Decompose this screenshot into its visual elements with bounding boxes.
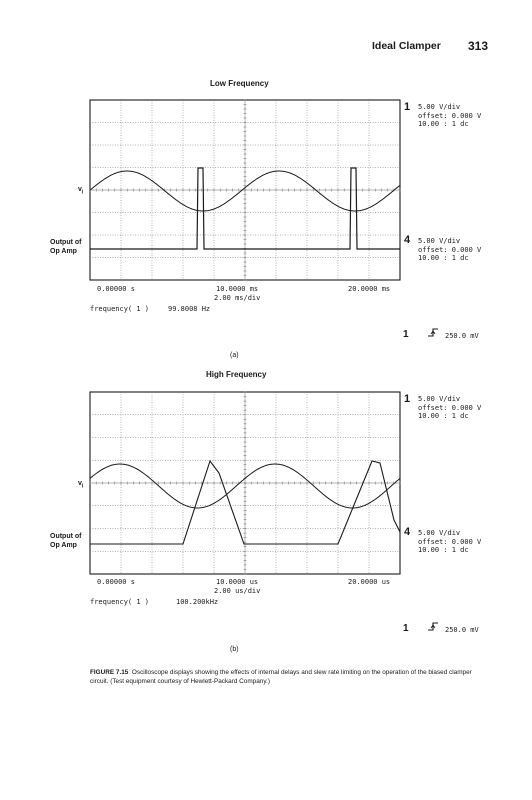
panel-a-ch1-info: 5.00 V/div offset: 0.000 V 10.00 : 1 dc [418, 103, 482, 128]
panel-a-ch4-info: 5.00 V/div offset: 0.000 V 10.00 : 1 dc [418, 237, 482, 262]
panel-a-x-right: 20.0000 ms [348, 285, 391, 293]
figure-caption: FIGURE 7.15 Oscilloscope displays showing the effects of internal delays and slew rate limiting on the operation of the biased clamper circuit. (Test equipment courtesy of Hewlett-Packard Company.) [90, 669, 472, 685]
panel-b-ch1-info: 5.00 V/div offset: 0.000 V 10.00 : 1 dc [418, 395, 482, 420]
panel-b-output-label: Output of Op Amp [50, 533, 82, 549]
panel-b-trigger-channel: 1 [403, 623, 409, 634]
panel-b-ch4-info: 5.00 V/div offset: 0.000 V 10.00 : 1 dc [418, 529, 482, 554]
panel-a-title: Low Frequency [210, 79, 269, 88]
panel-a-ch4-number: 4 [404, 234, 411, 246]
panel-b-frequency-value: 100.200kHz [176, 598, 219, 606]
panel-b-timebase: 2.00 us/div [214, 587, 261, 595]
running-header-title: Ideal Clamper [372, 40, 441, 52]
panel-a-vi-label: $v_I$ [78, 186, 84, 196]
panel-b-sublabel: (b) [230, 646, 239, 653]
panel-a-frequency-value: 99.8008 Hz [168, 305, 211, 313]
panel-a-trigger-channel: 1 [403, 329, 409, 340]
panel-a-ch1-number: 1 [404, 101, 411, 113]
panel-b-vi-label: $v_I$ [78, 480, 84, 490]
panel-b-frequency-label: frequency( 1 ) [90, 598, 150, 606]
panel-b-graticule [90, 392, 400, 574]
panel-b-ch4-number: 4 [404, 526, 411, 538]
panel-b-x-left: 0.00000 s [97, 578, 135, 586]
panel-a-x-left: 0.00000 s [97, 285, 135, 293]
panel-a-trigger-level: 250.0 mV [445, 332, 479, 340]
panel-a-graticule [90, 100, 400, 280]
panel-b-trigger-level: 250.0 mV [445, 626, 479, 634]
panel-b-ch1-number: 1 [404, 393, 411, 405]
panel-b-x-center: 10.0000 us [216, 578, 259, 586]
panel-a-frequency-label: frequency( 1 ) [90, 305, 150, 313]
panel-a-x-center: 10.0000 ms [216, 285, 259, 293]
panel-a-timebase: 2.00 ms/div [214, 294, 261, 302]
panel-a-output-label: Output of Op Amp [50, 239, 82, 255]
page-number: 313 [468, 39, 489, 53]
panel-a-sublabel: (a) [230, 352, 239, 359]
panel-b-trigger-edge-icon [428, 623, 438, 630]
panel-a-trigger-edge-icon [428, 329, 438, 336]
panel-b-title: High Frequency [206, 370, 267, 379]
trigger-icons [428, 329, 438, 630]
panel-b-x-right: 20.0000 us [348, 578, 391, 586]
